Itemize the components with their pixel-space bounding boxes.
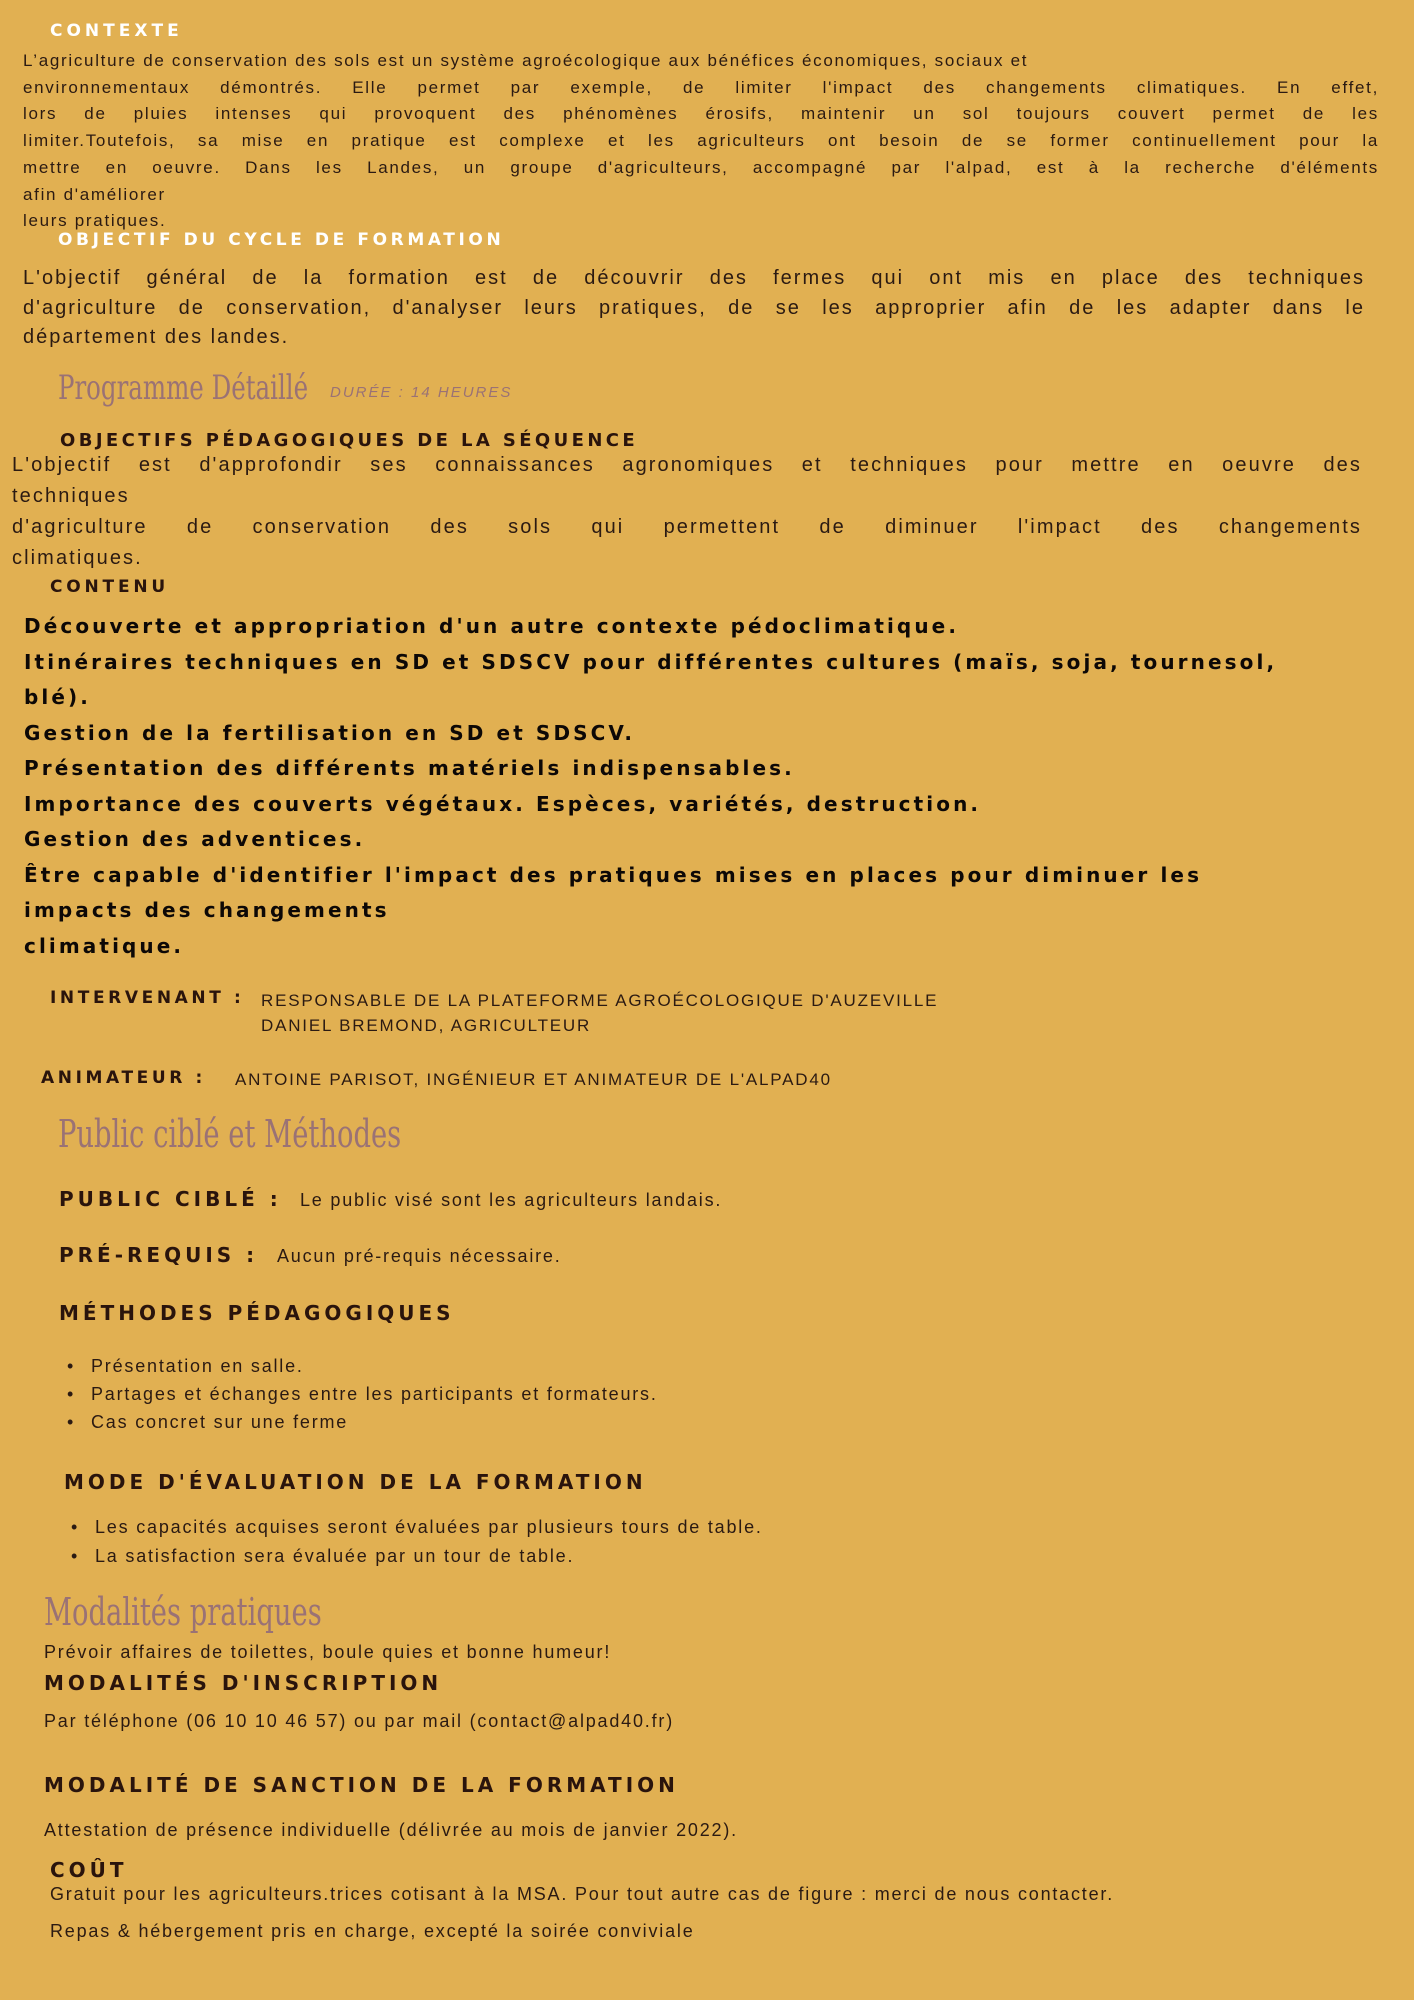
intervenant-line1: RESPONSABLE DE LA PLATEFORME AGROÉCOLOGIQUE D'AUZEVILLE bbox=[261, 991, 939, 1010]
contexte-heading: CONTEXTE bbox=[50, 21, 183, 41]
contenu-item: Être capable d'identifier l'impact des pratiques mises en places pour diminuer les bbox=[24, 862, 1203, 887]
cout-line2: Repas & hébergement pris en charge, excepté la soirée conviviale bbox=[50, 1921, 695, 1941]
objectif-heading: OBJECTIF DU CYCLE DE FORMATION bbox=[58, 230, 505, 250]
objectif-line: d'agriculture de conservation, d'analyser leurs pratiques, de se les approprier afin de les adapter dans le bbox=[23, 296, 1365, 319]
contenu-item: blé). bbox=[24, 685, 91, 709]
sequence-line: climatiques. bbox=[12, 547, 143, 569]
evaluation-item: • La satisfaction sera évaluée par un tour de table. bbox=[67, 1542, 763, 1571]
contexte-line: L’agriculture de conservation des sols est un système agroécologique aux bénéfices économiques, sociaux et bbox=[23, 51, 1029, 70]
methodes-list bbox=[63, 1352, 658, 1436]
programme-duration: DURÉE : 14 HEURES bbox=[330, 384, 513, 401]
public-section-title: Public ciblé et Méthodes bbox=[58, 1112, 402, 1156]
inscription-value: Par téléphone (06 10 10 46 57) ou par mail (contact@alpad40.fr) bbox=[44, 1711, 674, 1731]
sequence-line: L'objectif est d'approfondir ses connaissances agronomiques et techniques pour mettre en oeuvre des bbox=[12, 454, 1362, 476]
methodes-item: • Partages et échanges entre les participants et formateurs. bbox=[63, 1380, 658, 1408]
sanction-value: Attestation de présence individuelle (délivrée au mois de janvier 2022). bbox=[44, 1820, 738, 1840]
intervenant-label: INTERVENANT : bbox=[50, 988, 245, 1008]
contexte-line: mettre en oeuvre. Dans les Landes, un groupe d'agriculteurs, accompagné par l'alpad, est à la recherche d'éléments bbox=[23, 157, 1379, 177]
sequence-line: d'agriculture de conservation des sols qui permettent de diminuer l'impact des changements bbox=[12, 516, 1362, 538]
objectif-line: L'objectif général de la formation est de découvrir des fermes qui ont mis en place des techniques bbox=[23, 267, 1365, 289]
methodes-item: • Cas concret sur une ferme bbox=[63, 1408, 658, 1436]
methodes-item: • Présentation en salle. bbox=[63, 1352, 658, 1380]
contexte-line: afin d'améliorer bbox=[23, 184, 166, 204]
contexte-line: limiter.Toutefois, sa mise en pratique est complexe et les agriculteurs ont besoin de se former continuellement pour la bbox=[23, 131, 1379, 151]
inscription-heading: MODALITÉS D'INSCRIPTION bbox=[44, 1671, 443, 1695]
intervenant-line2: DANIEL BREMOND, AGRICULTEUR bbox=[261, 1016, 592, 1035]
sequence-heading: OBJECTIFS PÉDAGOGIQUES DE LA SÉQUENCE bbox=[60, 430, 639, 451]
evaluation-heading: MODE D'ÉVALUATION DE LA FORMATION bbox=[64, 1470, 647, 1494]
cout-line1: Gratuit pour les agriculteurs.trices cotisant à la MSA. Pour tout autre cas de figure : merci de nous contacter. bbox=[50, 1884, 1115, 1904]
cout-heading: COÛT bbox=[50, 1858, 128, 1882]
contexte-line: environnementaux démontrés. Elle permet par exemple, de limiter l'impact des changements climatiques. En effet, bbox=[23, 77, 1379, 97]
animateur-value: ANTOINE PARISOT, INGÉNIEUR ET ANIMATEUR DE L'ALPAD40 bbox=[235, 1070, 832, 1089]
contenu-item: Itinéraires techniques en SD et SDSCV pour différentes cultures (maïs, soja, tournesol, bbox=[24, 649, 1278, 674]
modalites-note: Prévoir affaires de toilettes, boule quies et bonne humeur! bbox=[44, 1642, 612, 1662]
contexte-line: leurs pratiques. bbox=[23, 211, 167, 231]
contenu-heading: CONTENU bbox=[50, 577, 169, 597]
evaluation-item: • Les capacités acquises seront évaluées par plusieurs tours de table. bbox=[67, 1513, 763, 1542]
objectif-line: département des landes. bbox=[23, 326, 290, 348]
programme-title: Programme Détaillé bbox=[58, 368, 309, 408]
contenu-item: impacts des changements bbox=[24, 898, 390, 922]
contenu-item: Gestion des adventices. bbox=[24, 827, 366, 851]
sequence-line: techniques bbox=[12, 485, 130, 507]
contenu-item: Découverte et appropriation d'un autre contexte pédoclimatique. bbox=[24, 614, 960, 638]
sanction-heading: MODALITÉ DE SANCTION DE LA FORMATION bbox=[44, 1773, 679, 1797]
public-value: Le public visé sont les agriculteurs landais. bbox=[300, 1190, 723, 1210]
contenu-item: Gestion de la fertilisation en SD et SDSCV. bbox=[24, 720, 636, 745]
contenu-item: Importance des couverts végétaux. Espèces, variétés, destruction. bbox=[24, 791, 982, 816]
evaluation-list bbox=[67, 1513, 763, 1571]
public-label: PUBLIC CIBLÉ : bbox=[59, 1187, 282, 1211]
modalites-title: Modalités pratiques bbox=[44, 1590, 322, 1634]
objectif-paragraph bbox=[23, 264, 1365, 353]
prerequis-value: Aucun pré-requis nécessaire. bbox=[277, 1246, 562, 1266]
methodes-heading: MÉTHODES PÉDAGOGIQUES bbox=[59, 1301, 455, 1325]
contexte-paragraph bbox=[23, 48, 1379, 235]
contenu-list bbox=[24, 609, 1394, 964]
animateur-label: ANIMATEUR : bbox=[41, 1068, 206, 1088]
prerequis-label: PRÉ-REQUIS : bbox=[59, 1243, 259, 1267]
sequence-paragraph bbox=[12, 450, 1362, 574]
contexte-line: lors de pluies intenses qui provoquent des phénomènes érosifs, maintenir un sol toujours couvert permet de les bbox=[23, 104, 1379, 124]
contenu-item: Présentation des différents matériels indispensables. bbox=[24, 756, 795, 780]
contenu-item: climatique. bbox=[24, 933, 185, 958]
